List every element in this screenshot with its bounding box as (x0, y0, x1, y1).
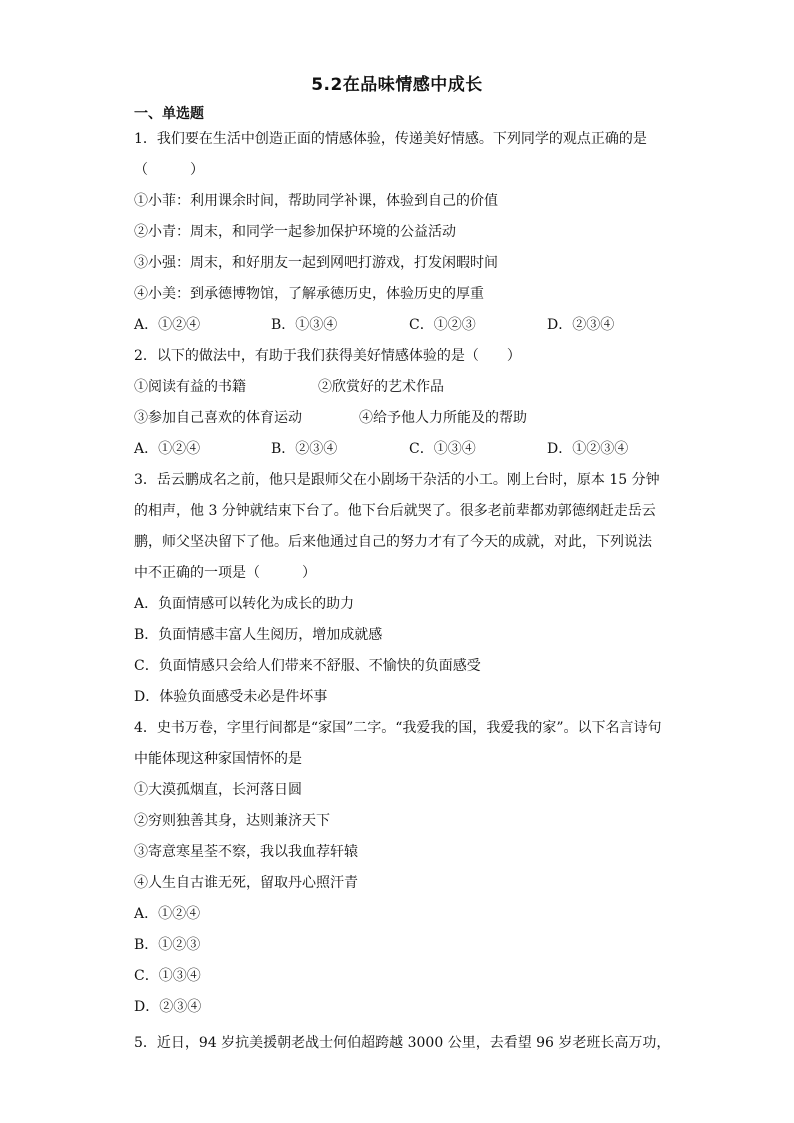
section-heading: 一、单选题 (134, 106, 204, 122)
q3-option-a: A．负面情感可以转化为成长的助力 (134, 596, 355, 612)
q4-option-a: A．①②④ (134, 906, 201, 922)
q3-stem-line-2: 的相声，他 3 分钟就结束下台了。他下台后就哭了。很多老前辈都劝郭德纲赶走岳云 (134, 503, 656, 519)
q3-stem-line-1: 3．岳云鹏成名之前，他只是跟师父在小剧场干杂活的小工。刚上台时，原本 15 分钟 (134, 472, 660, 488)
q1-statement-2: ②小青：周末，和同学一起参加保护环境的公益活动 (134, 224, 456, 240)
q2-statement-2: ②欣赏好的艺术作品 (318, 379, 444, 395)
q4-statement-4: ④人生自古谁无死，留取丹心照汗青 (134, 875, 358, 891)
q4-statement-3: ③寄意寒星荃不察，我以我血荐轩辕 (134, 844, 358, 860)
q4-option-c: C．①③④ (134, 968, 201, 984)
q1-stem-line-1: 1．我们要在生活中创造正面的情感体验，传递美好情感。下列同学的观点正确的是 (134, 131, 647, 147)
q3-stem-line-4: 中不正确的一项是（ ） (134, 565, 316, 581)
q2-stem: 2．以下的做法中，有助于我们获得美好情感体验的是（ ） (134, 348, 521, 364)
q2-statement-1: ①阅读有益的书籍 (134, 379, 246, 395)
q1-statement-4: ④小美：到承德博物馆，了解承德历史，体验历史的厚重 (134, 286, 484, 302)
document-title: 5.2在品味情感中成长 (311, 75, 483, 95)
q1-option-b: B．①③④ (271, 317, 338, 333)
q4-stem-line-2: 中能体现这种家国情怀的是 (134, 751, 302, 767)
q4-stem-line-1: 4．史书万卷，字里行间都是“家国”二字。“我爱我的国，我爱我的家”。以下名言诗句 (134, 720, 662, 736)
q1-stem-line-2: （ ） (134, 162, 204, 178)
q2-option-d: D．①②③④ (547, 441, 629, 457)
q5-stem-line-1: 5．近日，94 岁抗美援朝老战士何伯超跨越 3000 公里，去看望 96 岁老班长高万功， (134, 1035, 671, 1051)
q2-option-c: C．①③④ (409, 441, 476, 457)
q3-option-d: D．体验负面感受未必是件坏事 (134, 689, 328, 705)
q3-option-c: C．负面情感只会给人们带来不舒服、不愉快的负面感受 (134, 658, 481, 674)
q4-option-b: B．①②③ (134, 937, 201, 953)
q3-stem-line-3: 鹏，师父坚决留下了他。后来他通过自己的努力才有了今天的成就，对此，下列说法 (134, 534, 652, 550)
q3-option-b: B．负面情感丰富人生阅历，增加成就感 (134, 627, 383, 643)
q1-option-d: D．②③④ (547, 317, 615, 333)
q1-statement-3: ③小强：周末，和好朋友一起到网吧打游戏，打发闲暇时间 (134, 255, 498, 271)
q1-statement-1: ①小菲：利用课余时间，帮助同学补课，体验到自己的价值 (134, 193, 498, 209)
q1-option-a: A．①②④ (134, 317, 201, 333)
q2-option-b: B．②③④ (271, 441, 338, 457)
q2-statement-4: ④给予他人力所能及的帮助 (359, 410, 527, 426)
q4-option-d: D．②③④ (134, 999, 202, 1015)
q4-statement-2: ②穷则独善其身，达则兼济天下 (134, 813, 330, 829)
q2-statement-3: ③参加自己喜欢的体育运动 (134, 410, 302, 426)
q4-statement-1: ①大漠孤烟直，长河落日圆 (134, 782, 302, 798)
q1-option-c: C．①②③ (409, 317, 476, 333)
q2-option-a: A．①②④ (134, 441, 201, 457)
